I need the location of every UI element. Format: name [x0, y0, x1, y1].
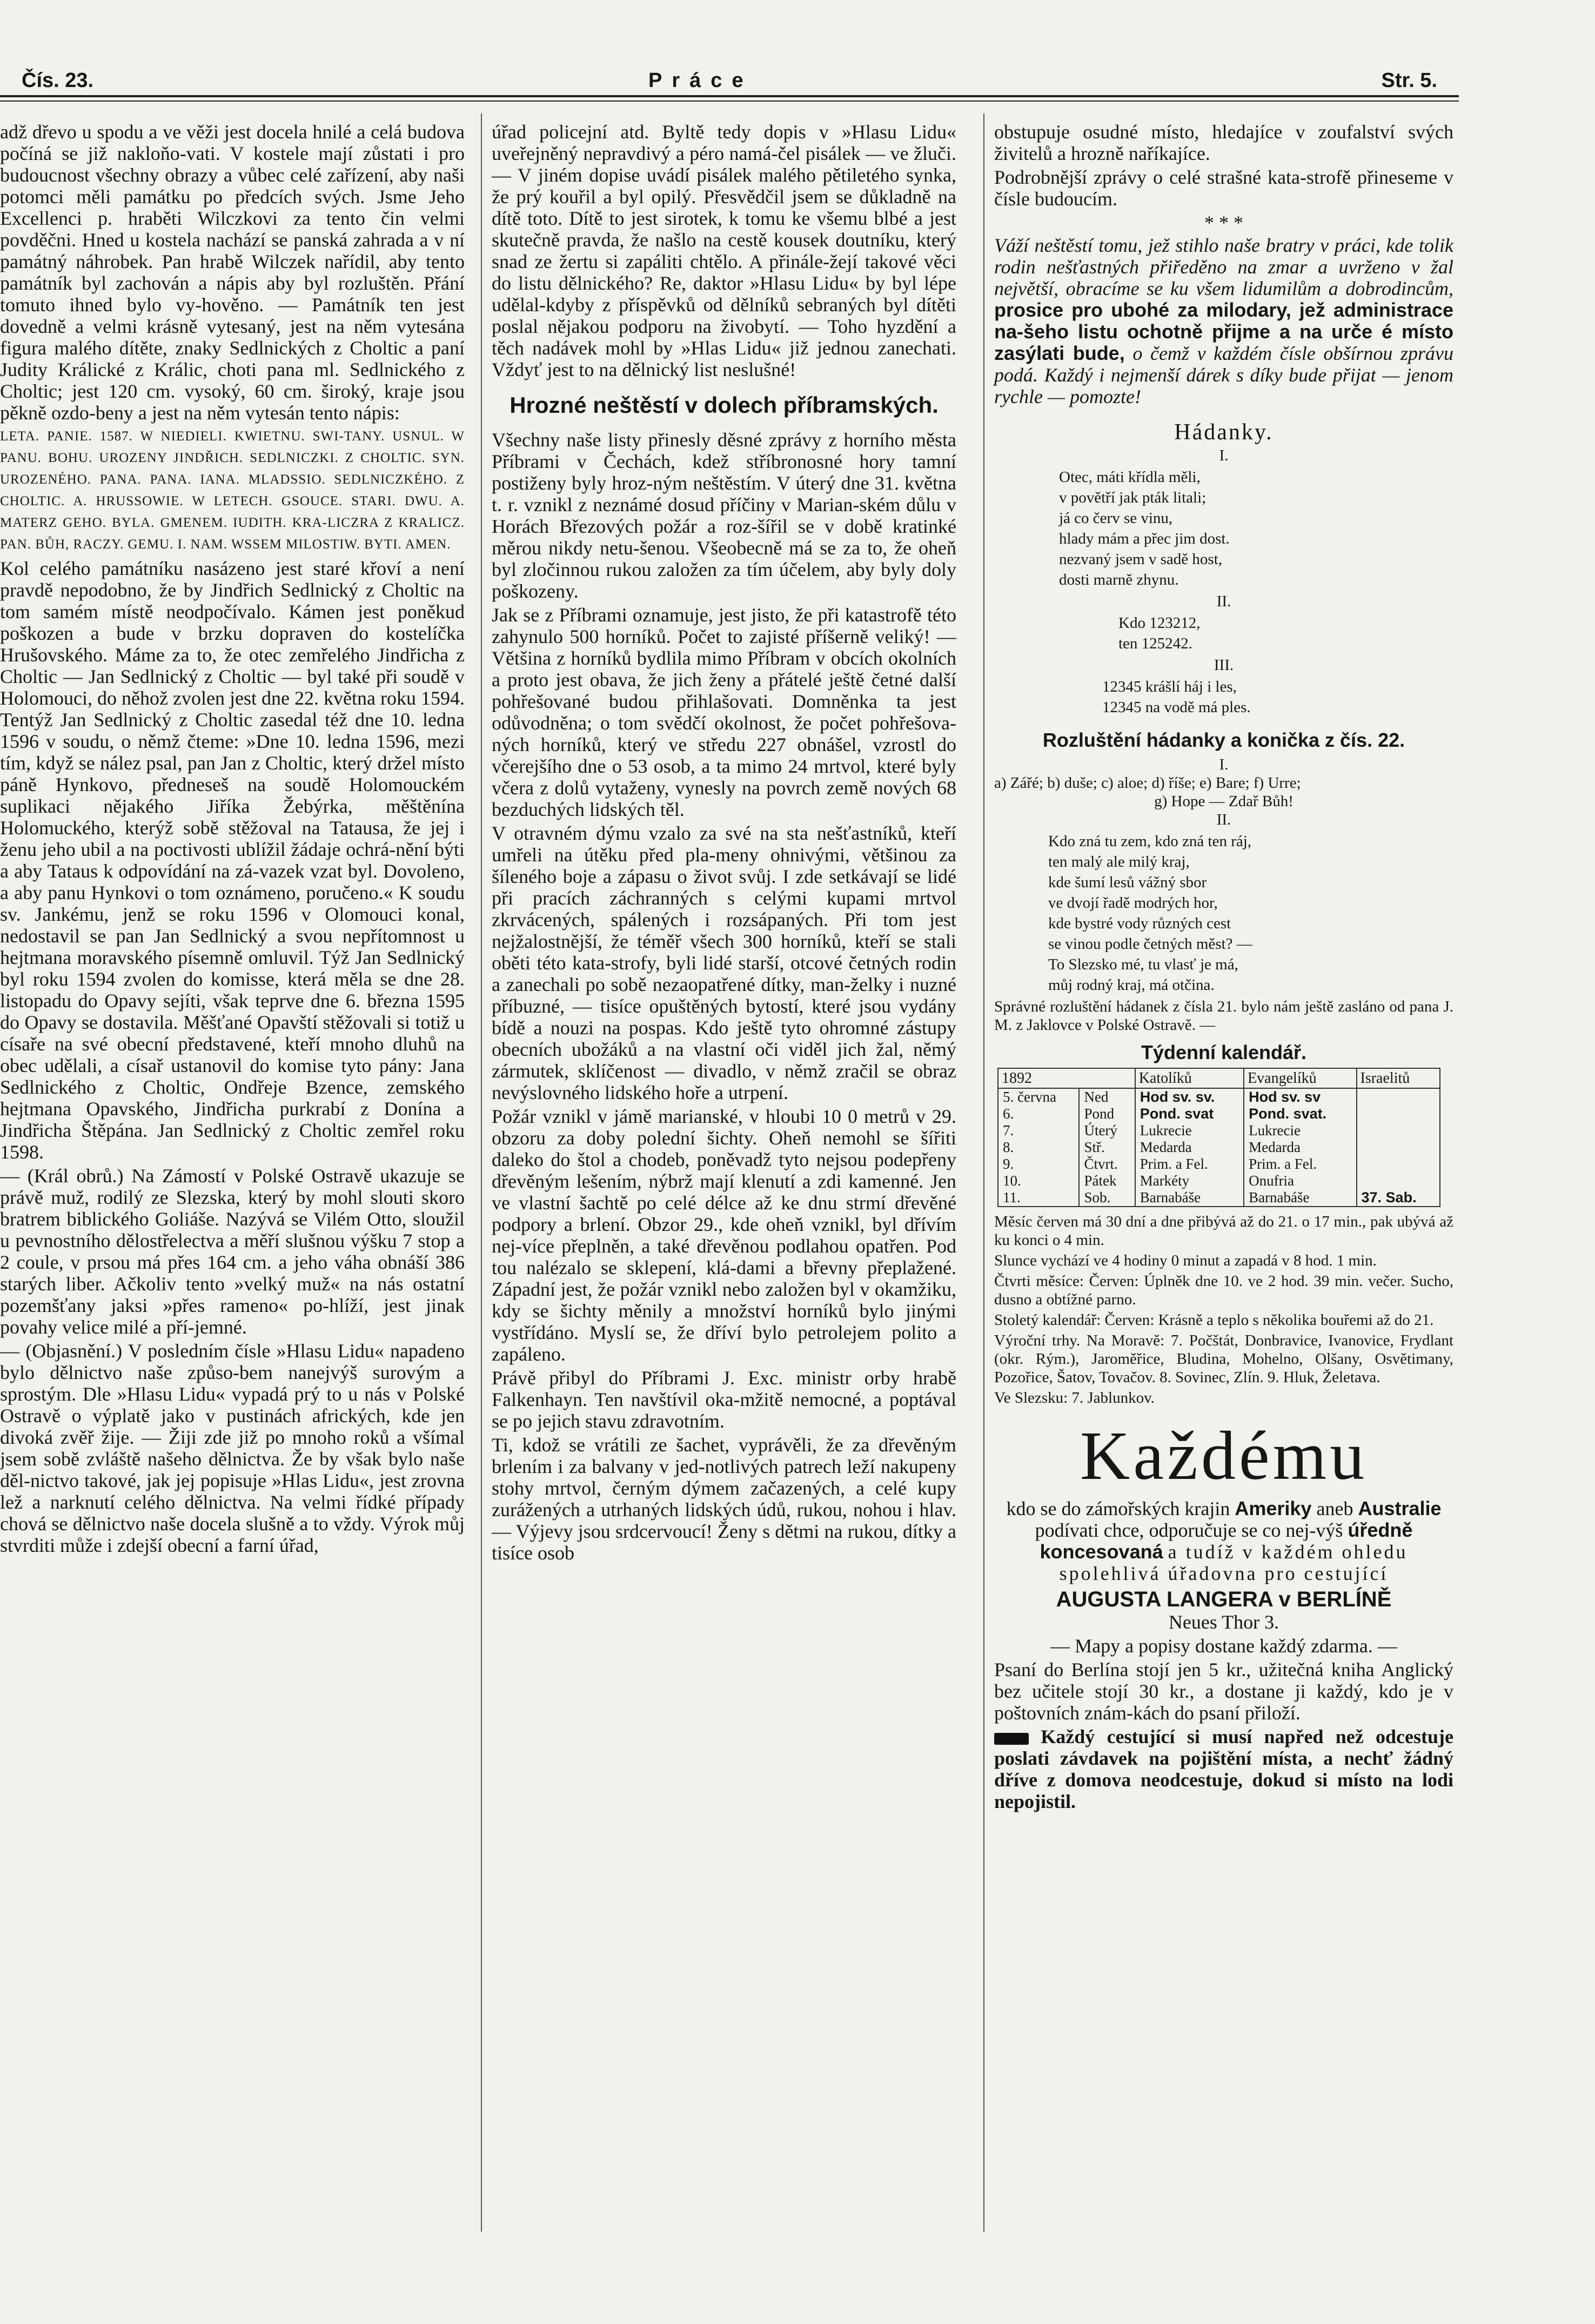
table-cell: Onufria: [1244, 1173, 1356, 1189]
calendar-header: Evangelíků: [1244, 1068, 1356, 1088]
ad-headline: Každému: [1080, 1417, 1368, 1494]
table-row: [998, 1156, 1440, 1173]
article-paragraph: Podrobnější zprávy o celé strašné kata-strofě přineseme v čísle budoucím.: [994, 166, 1453, 210]
poem-line: se vinou podle četných měst? —: [1048, 935, 1252, 953]
article-paragraph: — (Objasnění.) V posledním čísle »Hlasu Lidu« napadeno bylo dělnictvo naše způso-bem nanejvýš surovým a sprostým. Dle »Hlasu Lidu« vypadá prý to u nás v Polské Ostravě o výplatě jako v pustinách afrických, kde jen divoká zvěř žije. — Žiji zde již po mnoho roků a všímal jsem sobě zvláště našeho dělnictva. Že by však bylo naše děl-nictvo takové, jak jej popisuje »Hlas Lidu«, jest zrovna lež a narknutí celého dělnictva. Na velmi řídké případy chová se dělnictvo naše docela slušně a to vždy. Výrok můj stvrditi může i zdejší obecní a farní úřad,: [0, 1340, 465, 1556]
calendar-header: Israelitů: [1357, 1068, 1440, 1088]
solution-poem: [994, 831, 1453, 995]
table-cell: 10.: [998, 1173, 1079, 1189]
table-cell: Sob.: [1079, 1189, 1135, 1207]
column-3: [994, 121, 1453, 1814]
table-cell: Lukrecie: [1244, 1122, 1356, 1139]
poem-line: hlady mám a přec jim dost.: [1059, 530, 1230, 547]
calendar-note: Ve Slezsku: 7. Jablunkov.: [994, 1389, 1155, 1407]
table-cell: 9.: [998, 1156, 1079, 1173]
solution-number: II.: [1216, 811, 1231, 828]
column-divider: [481, 113, 482, 2232]
table-cell: Hod sv. sv: [1244, 1088, 1356, 1106]
ad-highlight: Ameriky: [1235, 1497, 1312, 1519]
poem-line: Kdo zná tu zem, kdo zná ten ráj,: [1048, 833, 1252, 850]
ad-text-part: kdo se do zámořských krajin: [1006, 1498, 1230, 1519]
column-divider: [983, 113, 984, 2232]
table-cell: Čtvrt.: [1079, 1156, 1135, 1173]
poem-line: To Slezsko mé, tu vlasť je má,: [1048, 956, 1238, 973]
poem-line: 12345 krášlí háj i les,: [1102, 678, 1237, 695]
poem-line: v povětří jak pták litali;: [1059, 489, 1207, 506]
article-paragraph: Ti, kdož se vrátili ze šachet, vyprávěli, že za dřevěným brlením i za balvany v jed-notlivých patrech leží nakupeny stohy mrtvol, černým dýmem začazených, a celé kupy zurážených a utrhaných lidských údů, rukou, nohou i hlav. — Výjevy jsou srdcervoucí! Ženy s dětmi na rukou, dítky a tisíce osob: [492, 1434, 956, 1564]
table-cell: [1357, 1139, 1440, 1156]
table-cell: Pond. svat: [1135, 1106, 1244, 1122]
table-cell: Barnabáše: [1244, 1189, 1356, 1207]
calendar-note: Výroční trhy. Na Moravě: 7. Počštát, Donbravice, Ivanovice, Frydlant (okr. Rým.), Jaroměřice, Bludina, Mohelno, Olšany, Osvětimany, Pozořice, Šatov, Tovačov. 8. Sovinec, Zlín. 9. Hluk, Želetava.: [994, 1332, 1453, 1386]
puzzle-number: II.: [1216, 593, 1231, 610]
solution-credit: Správné rozluštění hádanek z čísla 21. bylo nám ještě zasláno od pana J. M. z Jaklovce v Polské Ostravě. —: [994, 998, 1453, 1034]
poem-line: ve dvojí řadě modrých hor,: [1048, 894, 1218, 912]
ad-maps: — Mapy a popisy dostane každý zdarma. —: [1050, 1635, 1397, 1657]
table-cell: Medarda: [1244, 1139, 1356, 1156]
table-cell: 37. Sab.: [1357, 1189, 1440, 1207]
poem-line: 12345 na vodě má ples.: [1102, 699, 1251, 716]
inscription-text: LETA. PANIE. 1587. W NIEDIELI. KWIETNU. SWI-TANY. USNUL. W PANU. BOHU. UROZENY JINDŘICH. SEDLNICZKI. Z CHOLTIC. SYN. UROZENÉHO. PANA. PANA. IANA. MLADSSIO. SEDLNICZKÉHO. Z CHOLTIC. A. HRUSSOWIE. W LETECH. GSOUCE. STARI. DWU. A. MATERZ GEHO. BYLA. GMENEM. IUDITH. KRA-LICZRA Z KRALICZ. PAN. BŮH, RACZY. GEMU. I. NAM. WSSEM MILOSTIW. BYTI. AMEN.: [0, 429, 465, 552]
article-paragraph: Právě přibyl do Příbrami J. Exc. ministr orby hrabě Falkenhayn. Ten navštívil oka-mžitě nemocné, a poptával se po jejich stavu zdravotním.: [492, 1367, 956, 1432]
table-cell: 8.: [998, 1139, 1079, 1156]
calendar-title: Týdenní kalendář.: [1141, 1041, 1307, 1063]
ad-company: AUGUSTA LANGERA v BERLÍNĚ: [1056, 1588, 1392, 1611]
table-row: [998, 1139, 1440, 1156]
puzzles-title: Hádanky.: [1174, 420, 1274, 445]
solution-line: a) Zářé; b) duše; c) aloe; d) říše; e) Bare; f) Urre;: [994, 774, 1301, 792]
puzzle-poem-3: [994, 677, 1453, 718]
table-row: [998, 1189, 1440, 1207]
article-paragraph: — (Král obrů.) Na Zámostí v Polské Ostravě ukazuje se právě muž, rodilý ze Slezska, který by mohl slouti skoro bratrem biblického Goliáše. Nazývá se Vilém Otto, sloužil u pevnostního dělostřelectva a měří slušnou výšku 7 stop a 2 coule, v prsou má přes 164 cm. a jeho váha obnáší 386 starých liber. Ačkoliv tento »velký muž« na nás ostatní pozemšťany jaksi »přes rameno« po-hlíží, jest jinak povahy velice milé a pří-jemné.: [0, 1165, 465, 1338]
calendar-header: Katolíků: [1135, 1068, 1244, 1088]
table-row: [998, 1122, 1440, 1139]
appeal-tail: o čemž v každém čísle obšírnou zprávu podá. Každý i nejmenší dárek s díky bude přijat — jenom rychle — pomozte!: [994, 343, 1454, 407]
table-cell: 5. června: [998, 1088, 1079, 1106]
table-cell: Prim. a Fel.: [1135, 1156, 1244, 1173]
solution-number: I.: [1219, 756, 1229, 773]
poem-line: já co červ se vinu,: [1059, 510, 1173, 527]
appeal-bold: prosice pro ubohé za milodary, jež administrace na-šeho listu ochotně přijme a na urče é místo zasýlati bude,: [994, 299, 1453, 364]
column-1: [0, 121, 465, 1558]
poem-line: kde šumí lesů vážný sbor: [1048, 874, 1207, 891]
ad-highlight: Australie: [1358, 1497, 1442, 1519]
poem-line: ten 125242.: [1118, 635, 1192, 652]
ad-paragraph: Psaní do Berlína stojí jen 5 kr., užitečná kniha Anglický bez učitele stojí 30 kr., a dostane ji každý, kdo je v poštovních znám-kách do psaní přiloží.: [994, 1659, 1453, 1724]
appeal-italic: Váží neštěstí tomu, jež stihlo naše bratry v práci, kde tolik rodin nešťastných přiředěno na zmar a uvrženo v žal největší, obracíme se ku všem lidumilům a dobrodincům,: [994, 235, 1453, 299]
puzzle-poem-2: [994, 613, 1453, 654]
table-cell: Pond. svat.: [1244, 1106, 1356, 1122]
table-cell: 11.: [998, 1189, 1079, 1207]
table-cell: Úterý: [1079, 1122, 1135, 1139]
calendar-note: Slunce vychází ve 4 hodiny 0 minut a zapadá v 8 hod. 1 min.: [994, 1252, 1377, 1269]
poem-line: nezvaný jsem v sadě host,: [1059, 551, 1223, 568]
ad-text-part: a tudíž v každém ohledu spolehlivá úřadovna pro cestující: [1059, 1541, 1408, 1584]
issue-number: Čís. 23.: [22, 69, 94, 92]
table-cell: [1357, 1173, 1440, 1189]
table-cell: 7.: [998, 1122, 1079, 1139]
table-cell: [1357, 1106, 1440, 1122]
article-paragraph: Požár vznikl v jámě marianské, v hloubi 10 0 metrů v 29. obzoru za doby polední šichty. Oheň nemohl se šířiti daleko do štol a chodeb, poněvadž tyto nejsou podepřeny dřevěným lešením, nýbrž mají klenutí a zdi kamenné. Jen ve vlastní šachtě po celé délce až ke dnu strmí dřevěné podpory a brlení. Obzor 29., kde oheň vznikl, byl dřívím nej-více přeplněn, a také dřevěnou podlahou opatřen. Pod tou nalézalo se sklepení, klá-dami a břevny přeplažené. Západní jest, že požár vznikl nebo založen byl v okamžiku, kdy se šichty měnily a množství horníků bylo jinými vystřídáno. Myslí se, že dříví bylo petrolejem polito a zapáleno.: [492, 1106, 956, 1365]
ad-notice: Každý cestující si musí napřed než odcestuje poslati závdavek na pojištění místa, a nechť žádný dříve z domova neodcestuje, dokud si místo na lodi nepojistil.: [994, 1726, 1453, 1812]
table-row: [998, 1088, 1440, 1106]
table-cell: Hod sv. sv.: [1135, 1088, 1244, 1106]
poem-line: ten malý ale milý kraj,: [1048, 853, 1190, 870]
table-cell: Pond: [1079, 1106, 1135, 1122]
solution-title: Rozluštění hádanky a konička z čís. 22.: [1042, 729, 1405, 751]
poem-line: Kdo 123212,: [1118, 614, 1201, 632]
article-paragraph: Všechny naše listy přinesly děsné zprávy z horního města Příbrami v Čechách, kdež stříbronosné hory tamní postiženy byly hroz-ným neštěstím. V úterý dne 31. května t. r. vznikl z neznámé dosud příčiny v Marian-ském důlu v Horách Březových požár a roz-šířil se v době kratinké měrou nikdy netu-šenou. Všeobecně má se za to, že oheň byl zločinnou rukou založen za tím účelem, aby byly doly poškozeny.: [492, 429, 956, 602]
table-cell: Medarda: [1135, 1139, 1244, 1156]
ad-paragraph: [994, 1726, 1453, 1812]
article-paragraph: Kol celého památníku nasázeno jest staré křoví a není pravdě nepodobno, že by Jindřich Sedlnický z Choltic na tom samém místě neodpočívalo. Kámen jest poněkud poškozen a bude v brzku dopraven do kostelíčka Hrušovského. Máme za to, že otec zemřelého Jindřicha z Choltic — Jan Sedlnický z Choltic — byl také při soudě v Holomouci, do něhož zvolen jest dne 22. května roku 1594. Tentýž Jan Sedlnický z Choltic zasedal též dne 10. ledna 1596 v soudu, o němž čteme: »Dne 10. ledna 1596, mezi tím, když se nález psal, pan Jan z Choltic, který držel místo páně Hynkovo, předneseš na soudě Holomouckém suplikaci nějakého Jiříka Žebýrka, měštěnína Holomuckého, kterýž sobě stěžoval na Tatausa, že jej i ženu jeho ubil a na poctivosti ublížil žádaje ochrá-nění býti a aby Tataus k odpovídání na zá-vazek vzat byl. Dovoleno, a aby panu Hynkovi o tom oznámeno, poručeno.« K soudu sv. Jankému, jenž se roku 1596 v Olomouci konal, nedostavil se pan Jan Sedlnický a svou nepřítomnost u hejtmana moravského písemně omluvil. Týž Jan Sedlnický byl roku 1594 zvolen do komisse, která měla se dne 28. listopadu do Opavy sejíti, však teprve dne 6. března 1595 do Opavy se dostavila. Měšťané Opavští stěžovali si totiž u císaře na své obecní představené, kteří mnoho dluhů na obec udělali, a císař ustanovil do komise tyto pány: Jana Sedlnického z Choltic, Ondřeje Bzence, zemského hejtmana Opavského, Jindřicha purkrabí z Donína a Jindřicha Štěpána. Jan Sedlnický z Choltic zemřel roku 1598.: [0, 558, 465, 1163]
article-headline: Hrozné neštěstí v dolech příbramských.: [510, 392, 939, 418]
article-paragraph: úřad policejní atd. Byltě tedy dopis v »Hlasu Lidu« uveřejněný nepravdivý a péro namá-čel pisálek — ve žluči. — V jiném dopise uvádí pisálek malého pětiletého synka, že prý kouřil a byl opilý. Přesvědčil jsem se důkladně na dítě toto. Dítě to jest sirotek, k tomu ke všemu blbé a jest skutečně pravda, že našlo na cestě kousek doutníku, který snad ze žertu si zapáliti chtělo. A přinále-žejí takové věci do listu dělnického? Re, daktor »Hlasu Lidu« by byl lépe udělal-kdyby z příspěvků od dělníků sebraných byl dítěti poslal nějakou podporu na živobytí. — Toho hyzdění a těch nadávek mohl by »Hlas Lidu« již jednou zanechati. Vždyť jest to na dělnický list neslušné!: [492, 121, 956, 380]
table-cell: Pátek: [1079, 1173, 1135, 1189]
table-cell: [1357, 1122, 1440, 1139]
article-paragraph: Jak se z Příbrami oznamuje, jest jisto, že při katastrofě této zahynulo 500 horníků. Počet to zajisté příšerně veliký! — Většina z horníků bydlila mimo Příbram v obcích okolních a proto jest obava, že jich ženy a přátelé ještě četné další pohřešované budou přihlašovati. Domněnka ta jest odůvodněna; o tom svědčí okolnost, že počet pohřešova-ných horníků, který ve středu 227 obnášel, vzrostl do včerejšího dne o 53 osob, a ta mimo 24 mrtvol, které byly včera z dolů vytaženy, vynesly na povrch země nových 68 bezduchých lidských těl.: [492, 604, 956, 820]
table-cell: 6.: [998, 1106, 1079, 1122]
column-2: [492, 121, 956, 1566]
puzzle-number: III.: [1214, 657, 1234, 674]
calendar-note: Stoletý kalendář: Červen: Krásně a teplo s několika bouřemi až do 21.: [994, 1311, 1434, 1329]
ad-text-part: aneb: [1316, 1498, 1353, 1519]
table-row: [998, 1106, 1440, 1122]
pointing-hand-icon: [994, 1733, 1029, 1745]
calendar-note: Měsíc červen má 30 dní a dne přibývá až do 21. o 17 min., pak ubývá až ku konci o 4 min.: [994, 1213, 1453, 1249]
poem-line: dosti marně zhynu.: [1059, 571, 1179, 588]
poem-line: kde bystré vody různých cest: [1048, 915, 1231, 932]
poem-line: můj rodný kraj, má otčina.: [1048, 976, 1215, 994]
table-cell: Prim. a Fel.: [1244, 1156, 1356, 1173]
calendar-header-row: [998, 1068, 1440, 1088]
table-cell: Markéty: [1135, 1173, 1244, 1189]
ad-text: [994, 1498, 1453, 1584]
puzzle-poem-1: [994, 467, 1453, 590]
table-cell: Stř.: [1079, 1139, 1135, 1156]
article-paragraph: obstupuje osudné místo, hledajíce v zoufalství svých živitelů a hrozně naříkajíce.: [994, 121, 1453, 164]
header-rule: [0, 95, 1459, 97]
table-row: [998, 1173, 1440, 1189]
table-cell: Barnabáše: [1135, 1189, 1244, 1207]
puzzle-number: I.: [1219, 447, 1229, 464]
table-cell: [1357, 1088, 1440, 1106]
table-cell: [1357, 1156, 1440, 1173]
ad-highlight: úředně koncesovaná: [1040, 1519, 1413, 1563]
page-number: Str. 5.: [1381, 69, 1437, 92]
section-stars: * * *: [1204, 212, 1243, 233]
table-cell: Lukrecie: [1135, 1122, 1244, 1139]
solution-line: g) Hope — Zdař Bůh!: [1154, 793, 1294, 810]
calendar-table: [997, 1068, 1440, 1207]
ad-text-part: podívati chce, odporučuje se co nej-výš: [1035, 1519, 1343, 1541]
table-cell: Ned: [1079, 1088, 1135, 1106]
ad-address: Neues Thor 3.: [1168, 1611, 1279, 1633]
newspaper-title: Práce: [648, 69, 753, 92]
calendar-header: 1892: [998, 1068, 1135, 1088]
appeal-paragraph: [994, 235, 1453, 407]
calendar-note: Čtvrti měsíce: Červen: Úplněk dne 10. ve 2 hod. 39 min. večer. Sucho, dusno a obtížné parno.: [994, 1272, 1453, 1308]
poem-line: Otec, máti křídla měli,: [1059, 468, 1201, 486]
header-rule-thin: [0, 101, 1459, 102]
article-paragraph: V otravném dýmu vzalo za své na sta nešťastníků, kteří umřeli na útěku před pla-meny ohnivými, většinou za šíleného boje a zápasu o život svůj. I zde setkávají se lidé při pracích záchranných s celými kupami mrtvol zkrvácených, spálených i rozsápaných. Při tom jest nejžalostnější, že téměř všech 300 horníků, kteří se stali oběti této kata-strofy, byli lidé starší, otcové četných rodin a zanechali po sobě nezaopatřené dítky, man-želky i nuzné příbuzné, — tisíce opuštěných bytostí, které jsou vydány bídě a nouzi na pospas. Kdo ještě tyto ohromné zástupy obecních ubožáků a na vlastní oči viděl jich žal, němý zármutek, sklíčenost — divadlo, v němž zračil se obraz nevýslovného lidského hoře a utrpení.: [492, 822, 956, 1103]
article-paragraph: adž dřevo u spodu a ve věži jest docela hnilé a celá budova počíná se již nakloňo-vati. V kostele mají zůstati i pro budoucnost všechny obrazy a vůbec celé zařízení, aby naši potomci měli památku po předcích svých. Jsme Jeho Excellenci p. hraběti Wilczkovi za tento čin velmi povděčni. Hned u kostela nachází se panská zahrada a v ní památný náhrobek. Pan hrabě Wilczek nařídil, aby tento památník byl zachován a nápis aby byl rozluštěn. Přání tomuto ihned bylo vy-hověno. — Památník ten jest dovedně a velmi krásně vytesaný, jest na něm vytesána figura malého dítěte, znaky Sedlnických z Choltic a paní Judity Králické z Králic, choti pana ml. Sedlnického z Choltic; jest 120 cm. vysoký, 60 cm. široký, kraje jsou pěkně ozdo-beny a jest na něm vytesán tento nápis:: [0, 121, 465, 424]
